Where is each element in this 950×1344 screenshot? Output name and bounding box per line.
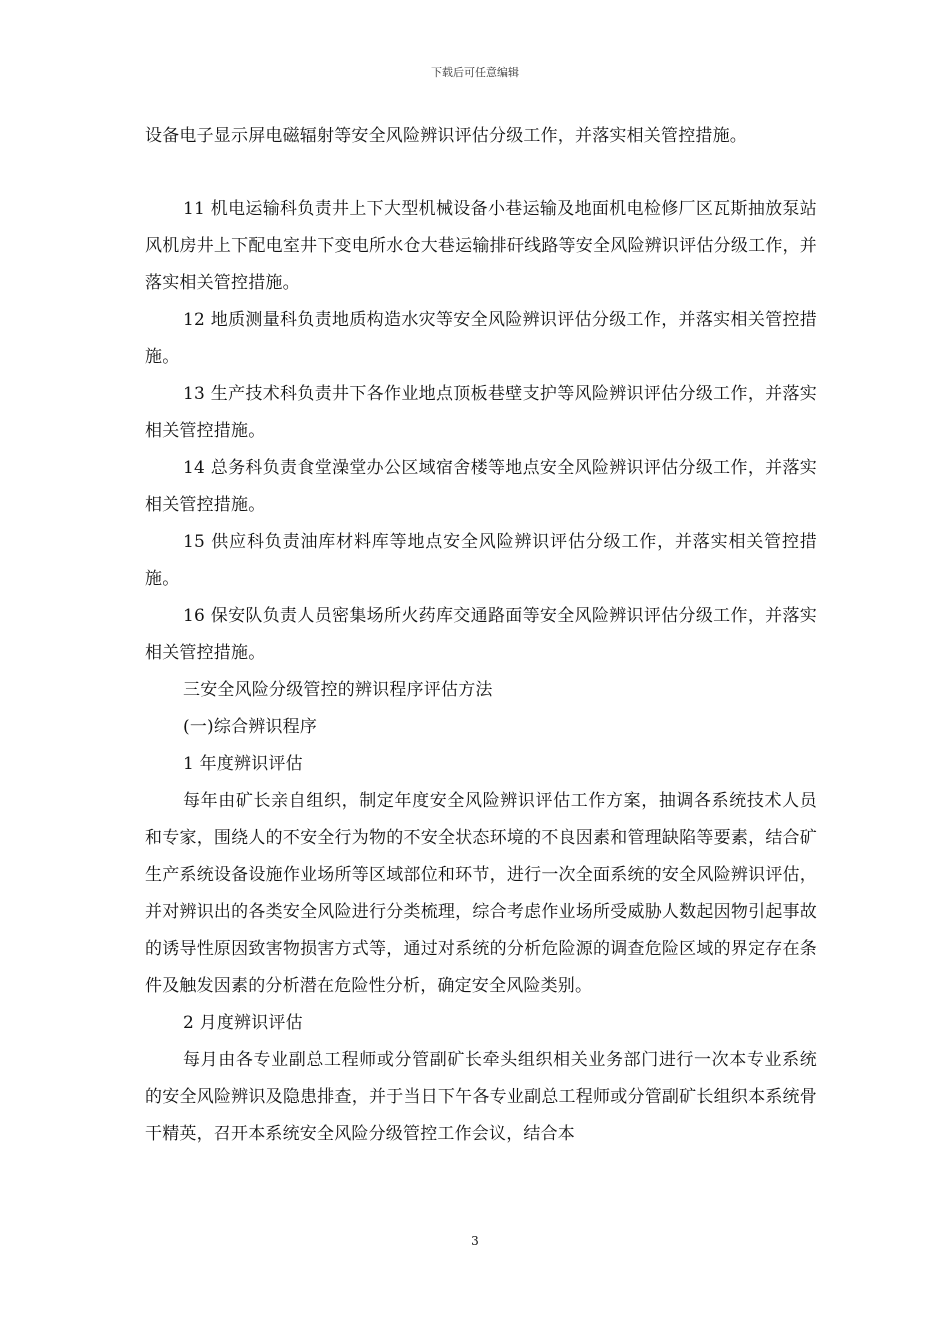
- subsection-heading: (一)综合辨识程序: [183, 717, 318, 737]
- item-heading: 1 年度辨识评估: [183, 754, 303, 774]
- paragraph: 每月由各专业副总工程师或分管副矿长牵头组织相关业务部门进行一次本专业系统的安全风险辨识及隐患排查，并于当日下午各专业副总工程师或分管副矿长组织本系统骨干精英，召开本系统安全风险分级管控工作会议，结合本: [145, 1050, 817, 1144]
- paragraph: 15 供应科负责油库材料库等地点安全风险辨识评估分级工作，并落实相关管控措施。: [145, 532, 817, 589]
- section-heading: 三安全风险分级管控的辨识程序评估方法: [183, 680, 493, 700]
- page-number: 3: [471, 1234, 479, 1248]
- paragraph: 16 保安队负责人员密集场所火药库交通路面等安全风险辨识评估分级工作，并落实相关管控措施。: [145, 606, 817, 663]
- page-header: 下载后可任意编辑: [431, 66, 519, 79]
- paragraph: 12 地质测量科负责地质构造水灾等安全风险辨识评估分级工作，并落实相关管控措施。: [145, 310, 817, 367]
- paragraph: 每年由矿长亲自组织，制定年度安全风险辨识评估工作方案，抽调各系统技术人员和专家，围绕人的不安全行为物的不安全状态环境的不良因素和管理缺陷等要素，结合矿生产系统设备设施作业场所等区域部位和环节，进行一次全面系统的安全风险辨识评估，并对辨识出的各类安全风险进行分类梳理，综合考虑作业场所受威胁人数起因物引起事故的诱导性原因致害物损害方式等，通过对系统的分析危险源的调查危险区域的界定存在条件及触发因素的分析潜在危险性分析，确定安全风险类别。: [145, 791, 817, 996]
- document-body: [145, 118, 817, 1153]
- paragraph: 13 生产技术科负责井下各作业地点顶板巷壁支护等风险辨识评估分级工作，并落实相关管控措施。: [145, 384, 817, 441]
- paragraph: 11 机电运输科负责井上下大型机械设备小巷运输及地面机电检修厂区瓦斯抽放泵站风机房井上下配电室井下变电所水仓大巷运输排矸线路等安全风险辨识评估分级工作，并落实相关管控措施。: [145, 199, 817, 293]
- paragraph: 14 总务科负责食堂澡堂办公区域宿舍楼等地点安全风险辨识评估分级工作，并落实相关管控措施。: [145, 458, 817, 515]
- paragraph: 设备电子显示屏电磁辐射等安全风险辨识评估分级工作，并落实相关管控措施。: [145, 126, 747, 146]
- item-heading: 2 月度辨识评估: [183, 1013, 303, 1033]
